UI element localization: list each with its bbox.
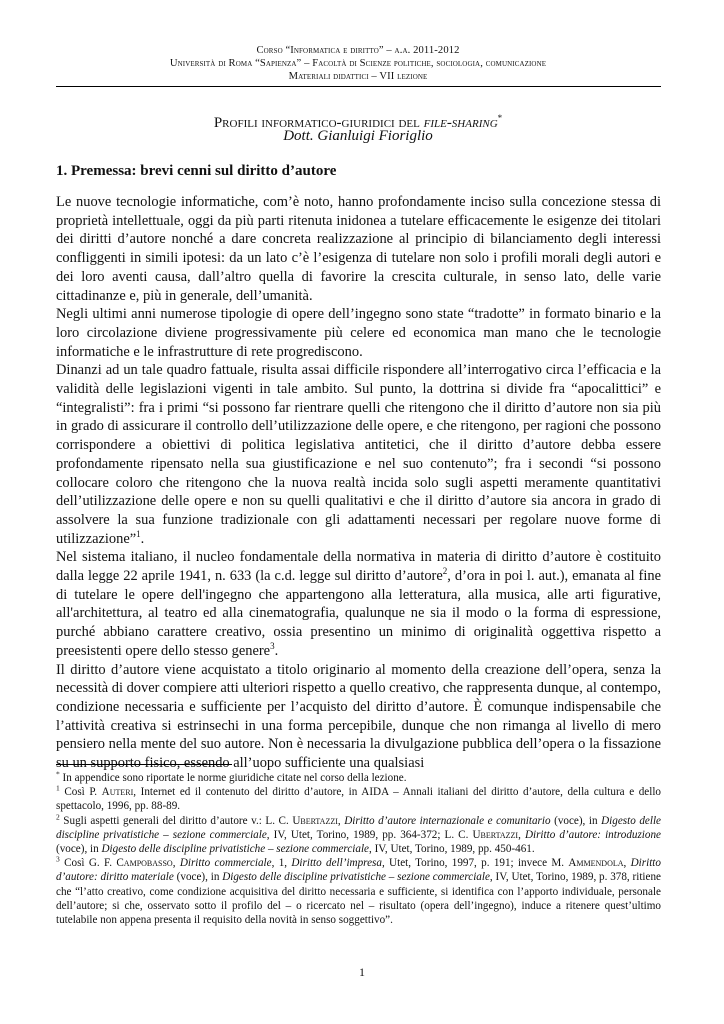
footnote-2-text-d: , IV, Utet, Torino, 1989, pp. 364-372; L. C. [266, 828, 473, 841]
header-materials: Materiali didattici – VII lezione [288, 71, 428, 82]
body-text [56, 193, 661, 773]
footnote-2-text-b: , [337, 814, 345, 827]
footnote-3-text-g: , IV, Utet, Torino, 1989, p. 378, ritiene che “l’atto creativo, come condizione acquisitiva del diritto necessaria e sufficiente, si identifica con l’apporto individuale, personale dell’autore; si che, osservato sotto il profilo del – o ricercato nel – risultato (opera dell’ingegno), induce a ritenere quest’ultimo tutelabile non appena presenta il requisito della novità in senso soggettivo”. [56, 871, 661, 927]
header-divider [56, 86, 661, 87]
footnote-3-text-f: (voce), in [173, 871, 223, 884]
footnote-2-work-1: Diritto d’autore internazionale e comunitario [344, 814, 551, 827]
footnote-3-author-2: Ammendola [568, 857, 624, 870]
title-italic-term: file-sharing [423, 115, 498, 131]
footnote-2-text-c: (voce), in [550, 814, 602, 827]
footnote-1-text-a: Così P. [59, 786, 102, 799]
footnote-1-author: Auteri [101, 786, 134, 799]
paragraph-4-text-c: . [274, 642, 279, 659]
paragraph-4 [56, 548, 661, 660]
footnote-2-author-1: Ubertazzi [292, 814, 338, 827]
footnote-3-text-c: , 1, [271, 857, 292, 870]
paragraph-5: Il diritto d’autore viene acquistato a titolo originario al momento della creazione dell’opera, senza la necessità di dover compiere atti ulteriori rispetto a quello creativo, che rappresenta dunque, al contempo, condizione necessaria e sufficiente per l’acquisto del diritto d’autore. È comunque indispensabile che l’attività creativa si estrinsechi in una forma percepibile, dunque che non rimanga al livello di mero pensiero nella mente del suo autore. Non è necessaria la divulgazione pubblica dell’opera o la fissazione su un supporto fisico, essendo all’uopo sufficiente una qualsiasi [56, 661, 661, 772]
footnote-2-source-1: Digesto delle discipline privatistiche – sezione commerciale [56, 814, 661, 841]
running-header [56, 44, 660, 83]
footnote-1-text-b: , Internet ed il contenuto del diritto d’autore, in AIDA – Annali italiani del diritto d’autore, della cultura e dello spettacolo, 1996, pp. 88-89. [56, 786, 661, 813]
footnotes [56, 771, 661, 927]
footnote-3-mark: 3 [56, 854, 60, 864]
page-number: 1 [359, 965, 365, 979]
paragraph-1: Le nuove tecnologie informatiche, com’è noto, hanno profondamente inciso sulla concezione stessa di proprietà intellettuale, oggi da più parti ritenuta inidonea a tutelare efficacemente le esigenze dei titolari dei diritti d’autore nonché a dare concreta realizzazione al principio di bilanciamento degli interessi confliggenti in simili ipotesi: da un lato c’è l’esigenza di tutelare non solo i profili morali degli autori e dei loro aventi causa, dall’altro quella di favorire la crescita culturale, in senso lato, delle varie cittadinanze e, più in generale, dell’umanità. [56, 194, 661, 304]
paragraph-4-text-b: , d’ora in poi l. aut.), emanata al fine di tutelare le opere dell'ingegno che appartengono alla letteratura, alla musica, alle arti figurative, all'architettura, al teatro ed alla cinematografia, qualunque ne sia il modo o la forma di espressione, purché abbiano carattere creativo, ossia presentino un minimo di originalità oggettiva rispetto a preesistenti opere dello stesso genere [56, 568, 661, 659]
paragraph-3-end: . [140, 530, 145, 547]
footnote-3-text-a: Così G. F. [59, 857, 117, 870]
footnote-3-work-1: Diritto commerciale [179, 857, 272, 870]
footnote-1 [56, 785, 661, 813]
paragraph-3-text: Dinanzi ad un tale quadro fattuale, risulta assai difficile rispondere all’interrogativo circa l’efficacia e la validità delle legislazioni vigenti in tale ambito. Sul punto, la dottrina si divide fra “apocalittici” e “integralisti”: fra i primi “si possono far rientrare quelli che ritengono che il diritto d’autore non sia più in grado di assicurare il controllo dell’utilizzazione delle opere, e che ritengono, per ragioni che possono corrispondere a obiettivi di politica legislativa antitetici, che il diritto d’autore debba essere profondamente ripensato nella sua giustificazione e nel suo contenuto”; fra i secondi “si possono collocare coloro che ritengono che la nuova realtà incida solo sugli aspetti meramente quantitativi dell’utilizzazione delle opere e non su quelli qualitativi e che il diritto d’autore sia ancora in grado di assolvere la sua funzione tradizionale con gli adattamenti necessari per regolare nuove forme di utilizzazione” [56, 362, 661, 547]
footnote-star-text: In appendice sono riportate le norme giuridiche citate nel corso della lezione. [59, 772, 407, 784]
footnote-3-text-e: , [623, 857, 631, 870]
footnote-2-mark: 2 [56, 811, 60, 821]
footnote-3 [56, 856, 661, 927]
paragraph-4-text-a: Nel sistema italiano, il nucleo fondamentale della normativa in materia di diritto d’autore è costituito dalla legge 22 aprile 1941, n. 633 (la c.d. legge sul diritto d’autore [56, 549, 661, 585]
footnote-3-text-b: , [172, 857, 180, 870]
title-main: Profili informatico-giuridici del [213, 115, 424, 131]
title-footnote-mark: * [497, 113, 503, 123]
footnote-divider [56, 764, 232, 765]
header-course: Corso “Informatica e diritto” – a.a. 2011-2012 [256, 45, 460, 56]
footnote-2-text-f: (voce), in [56, 843, 102, 856]
footnote-2-source-2: Digesto delle discipline privatistiche – sezione commerciale [101, 843, 370, 856]
header-university: Università di Roma “Sapienza” – Facoltà di Scienze politiche, sociologia, comunicazione [169, 58, 547, 69]
footnote-3-work-3: Diritto d’autore: diritto materiale [56, 857, 661, 884]
footnote-1-mark: 1 [56, 783, 60, 793]
footnote-2-text-a: Sugli aspetti generali del diritto d’autore v.: L. C. [59, 814, 293, 827]
footnote-ref-3: 3 [270, 641, 275, 652]
footnote-2-author-2: Ubertazzi [472, 828, 519, 841]
author-name: Dott. Gianluigi Fioriglio [283, 128, 433, 144]
footnote-ref-2: 2 [442, 566, 448, 577]
footnote-3-text-d: Utet, Torino, 1997, p. 191; invece M. [384, 857, 569, 870]
footnote-star [56, 771, 661, 785]
footnote-3-source: Digesto delle discipline privatistiche – sezione commerciale [222, 871, 490, 884]
footnote-2-text-g: , IV, Utet, Torino, 1989, pp. 450-461. [369, 843, 535, 856]
paragraph-3 [56, 361, 661, 548]
footnote-ref-1: 1 [136, 528, 141, 539]
footnote-2 [56, 811, 661, 857]
footnote-3-work-2: Diritto dell’impresa, [291, 857, 385, 870]
footnote-3-author-1: Campobasso [116, 857, 173, 870]
footnote-2-text-e: , [518, 828, 525, 841]
section-heading: 1. Premessa: brevi cenni sul diritto d’autore [56, 163, 337, 179]
footnote-2-work-2: Diritto d’autore: introduzione [524, 828, 661, 841]
paragraph-2: Negli ultimi anni numerose tipologie di opere dell’ingegno sono state “tradotte” in formato binario e la loro circolazione diviene progressivamente più celere ed economica man mano che le tecnologie informatiche e le infrastrutture di rete progrediscono. [56, 306, 661, 360]
footnote-star-mark: * [56, 769, 60, 779]
